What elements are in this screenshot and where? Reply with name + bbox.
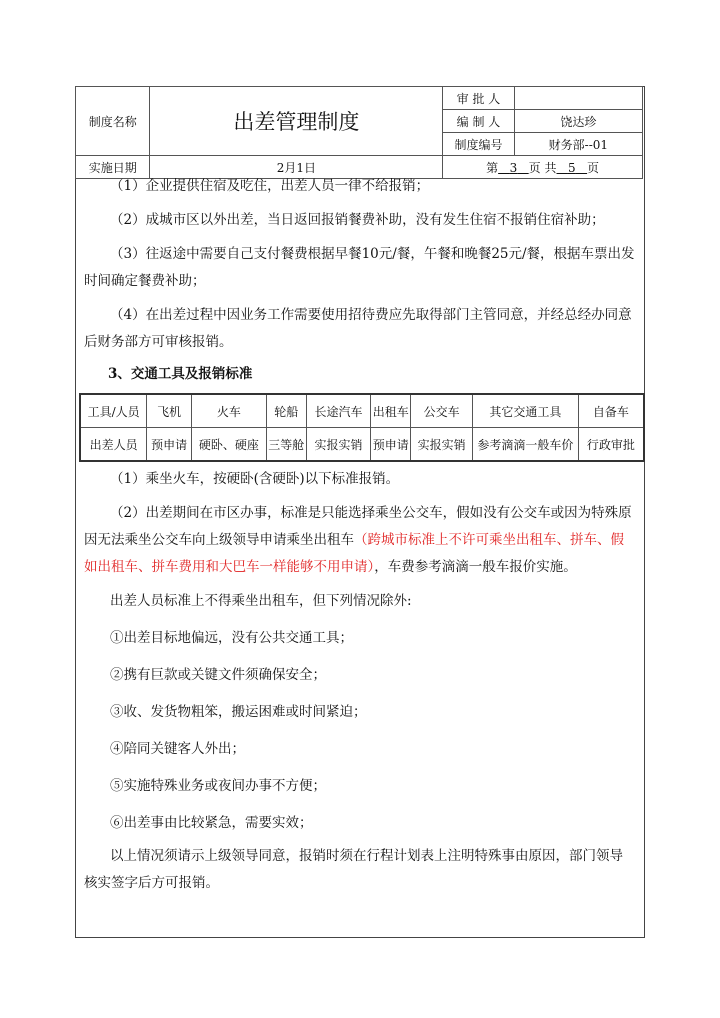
paragraph: （4）在出差过程中因业务工作需要使用招待费应先取得部门主管同意，并经总经办同意后财务部方可审核报销。 <box>84 307 632 350</box>
table-cell: 火车 <box>192 394 267 428</box>
table-cell: 硬卧、硬座 <box>192 428 267 462</box>
editor-value: 饶达珍 <box>514 110 642 133</box>
paragraph: （2）成城市区以外出差，当日返回报销餐费补助，没有发生住宿不报销住宿补助； <box>110 212 605 228</box>
approver-label: 审 批 人 <box>443 87 515 110</box>
table-cell: 出租车 <box>371 394 411 428</box>
paragraph: 出差人员标准上不得乘坐出租车，但下列情况除外: <box>110 593 412 609</box>
list-item: ③收、发货物粗笨，搬运困难或时间紧迫； <box>110 704 367 720</box>
page-title: 出差管理制度 <box>150 87 443 156</box>
code-value: 财务部--01 <box>514 133 642 156</box>
table-cell: 长途汽车 <box>306 394 371 428</box>
list-item: ②携有巨款或关键文件须确保安全； <box>110 667 326 683</box>
table-cell: 参考滴滴一般车价 <box>473 428 579 462</box>
document-frame <box>75 86 645 938</box>
list-item: ⑥出差事由比较紧急，需要实效； <box>110 815 313 831</box>
name-label: 制度名称 <box>76 87 150 156</box>
paragraph: （1）企业提供住宿及吃住，出差人员一律不给报销； <box>110 178 430 194</box>
table-cell: 预申请 <box>147 428 192 462</box>
date-label: 实施日期 <box>76 156 150 179</box>
highlight-note: （跨城市标准上不许可乘坐出租车、拼车、假如出租车、拼车费用和大巴车一样能够不用申请） <box>84 532 624 575</box>
code-label: 制度编号 <box>443 133 515 156</box>
editor-label: 编 制 人 <box>443 110 515 133</box>
approver-value <box>514 87 642 110</box>
table-cell: 三等舱 <box>266 428 306 462</box>
table-cell: 实报实销 <box>411 428 473 462</box>
table-header-row <box>80 394 644 428</box>
page-number: 第 3 页 共 5 页 <box>443 156 643 179</box>
section-heading: 3、交通工具及报销标准 <box>108 366 253 382</box>
list-item: ①出差目标地偏远，没有公共交通工具； <box>110 630 353 646</box>
table-cell: 飞机 <box>147 394 192 428</box>
transport-table <box>79 393 645 462</box>
date-value: 2月1日 <box>150 156 443 179</box>
paragraph: （2）出差期间在市区办事，标准是只能选择乘坐公交车，假如没有公交车或因为特殊原因无法乘坐公交车向上级领导申请乘坐出租车（跨城市标准上不许可乘坐出租车、拼车、假如出租车、拼车费用和大巴车一样能够不用申请），车费参考滴滴一般车报价实施。 <box>84 505 632 575</box>
header-table <box>75 86 643 179</box>
table-cell: 出差人员 <box>80 428 147 462</box>
list-item: ④陪同关键客人外出； <box>110 741 245 757</box>
list-item: ⑤实施特殊业务或夜间办事不方便； <box>110 778 326 794</box>
table-row <box>80 428 644 462</box>
table-cell: 轮船 <box>266 394 306 428</box>
paragraph: （3）往返途中需要自己支付餐费根据早餐10元/餐，午餐和晚餐25元/餐，根据车票出发时间确定餐费补助； <box>84 246 635 289</box>
table-cell: 工具/人员 <box>80 394 147 428</box>
paragraph: 以上情况须请示上级领导同意，报销时须在行程计划表上注明特殊事由原因，部门领导核实签字后方可报销。 <box>84 848 623 891</box>
paragraph: （1）乘坐火车，按硬卧(含硬卧)以下标准报销。 <box>110 471 400 487</box>
table-cell: 其它交通工具 <box>473 394 579 428</box>
table-cell: 行政审批 <box>578 428 644 462</box>
document-body <box>84 173 636 897</box>
table-cell: 自备车 <box>578 394 644 428</box>
table-cell: 实报实销 <box>306 428 371 462</box>
table-cell: 预申请 <box>371 428 411 462</box>
table-cell: 公交车 <box>411 394 473 428</box>
